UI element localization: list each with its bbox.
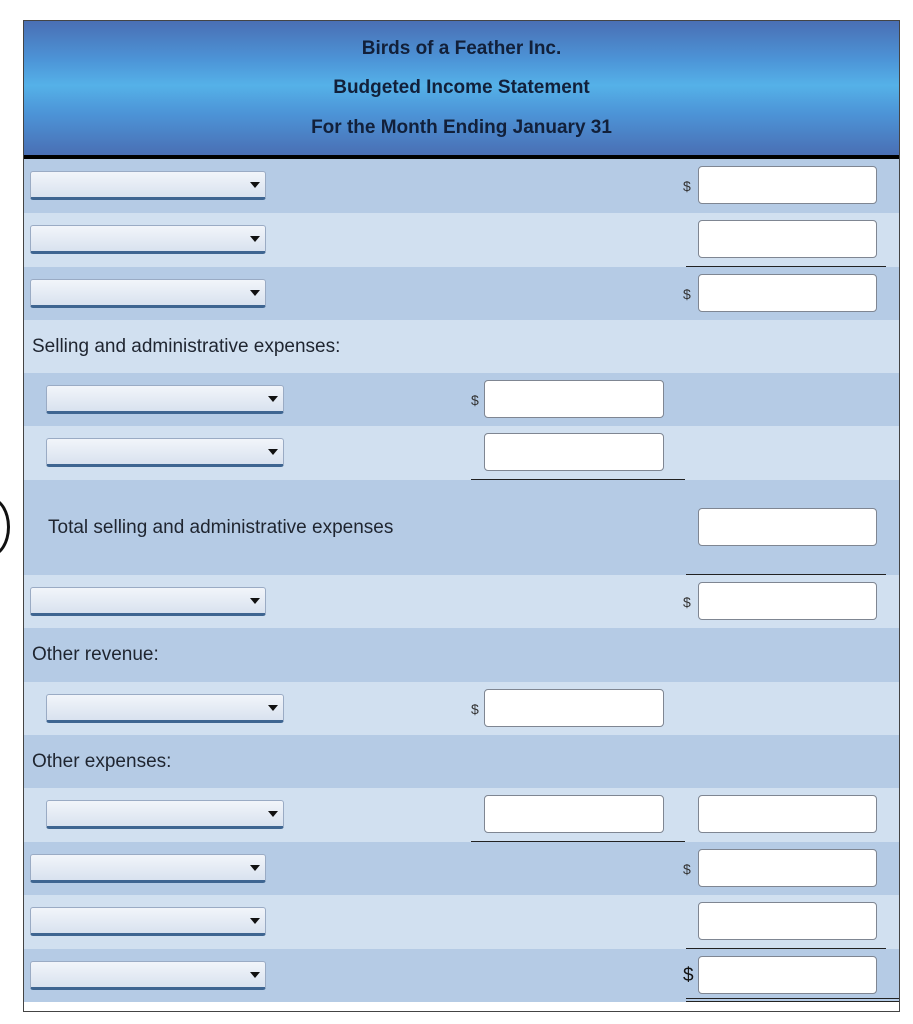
currency-symbol: $ [683, 178, 691, 194]
account-dropdown[interactable] [30, 907, 266, 936]
currency-symbol: $ [683, 593, 691, 610]
caret-down-icon [250, 918, 260, 924]
amount-input[interactable] [698, 795, 877, 833]
selling-admin-label: Selling and administrative expenses: [32, 335, 341, 357]
amount-input[interactable] [698, 220, 877, 258]
expense-amount-input[interactable] [484, 380, 664, 418]
table-row [24, 267, 899, 320]
currency-symbol: $ [471, 700, 479, 717]
account-dropdown[interactable] [30, 171, 266, 200]
company-name: Birds of a Feather Inc. [361, 38, 562, 60]
double-underline [686, 998, 900, 1002]
caret-down-icon [268, 396, 278, 402]
other-expense-input[interactable] [484, 795, 664, 833]
other-expenses-label: Other expenses: [32, 750, 172, 772]
caret-down-icon [268, 811, 278, 817]
expense-dropdown[interactable] [46, 800, 284, 829]
caret-down-icon [250, 290, 260, 296]
table-row [24, 895, 899, 949]
account-dropdown[interactable] [30, 961, 266, 990]
amount-input[interactable] [698, 274, 877, 312]
account-dropdown[interactable] [30, 587, 266, 616]
income-statement-form [23, 20, 900, 1012]
statement-header [24, 21, 899, 159]
currency-symbol: $ [471, 391, 479, 408]
caret-down-icon [268, 449, 278, 455]
table-row [24, 575, 899, 628]
caret-down-icon [250, 972, 260, 978]
account-dropdown[interactable] [30, 854, 266, 883]
currency-symbol: $ [683, 860, 691, 877]
expense-amount-input[interactable] [484, 433, 664, 471]
table-row [24, 213, 899, 267]
table-row [24, 682, 899, 735]
table-row [24, 949, 899, 1002]
table-row [24, 788, 899, 842]
caret-down-icon [268, 705, 278, 711]
table-row [24, 373, 899, 426]
account-dropdown[interactable] [30, 279, 266, 308]
amount-input[interactable] [698, 166, 877, 204]
caret-down-icon [250, 182, 260, 188]
total-row [24, 480, 899, 575]
other-revenue-label: Other revenue: [32, 644, 159, 665]
amount-input[interactable] [698, 902, 877, 940]
expense-dropdown[interactable] [46, 385, 284, 414]
currency-symbol: $ [683, 964, 694, 986]
section-label-row [24, 735, 899, 788]
caret-down-icon [250, 598, 260, 604]
statement-title: Budgeted Income Statement [333, 77, 590, 99]
total-selling-admin-label: Total selling and administrative expenses [48, 516, 394, 538]
table-row [24, 159, 899, 213]
section-label-row [24, 628, 899, 682]
amount-input[interactable] [698, 582, 877, 620]
table-row [24, 426, 899, 480]
caret-down-icon [250, 865, 260, 871]
partial-circle-decoration [0, 497, 10, 557]
table-row [24, 842, 899, 895]
revenue-dropdown[interactable] [46, 694, 284, 723]
caret-down-icon [250, 236, 260, 242]
account-dropdown[interactable] [30, 225, 266, 254]
total-selling-admin-input[interactable] [698, 508, 877, 546]
section-label-row [24, 320, 899, 373]
statement-period: For the Month Ending January 31 [311, 116, 612, 138]
amount-input[interactable] [698, 849, 877, 887]
currency-symbol: $ [683, 285, 691, 302]
other-revenue-input[interactable] [484, 689, 664, 727]
expense-dropdown[interactable] [46, 438, 284, 467]
net-income-input[interactable] [698, 956, 877, 994]
